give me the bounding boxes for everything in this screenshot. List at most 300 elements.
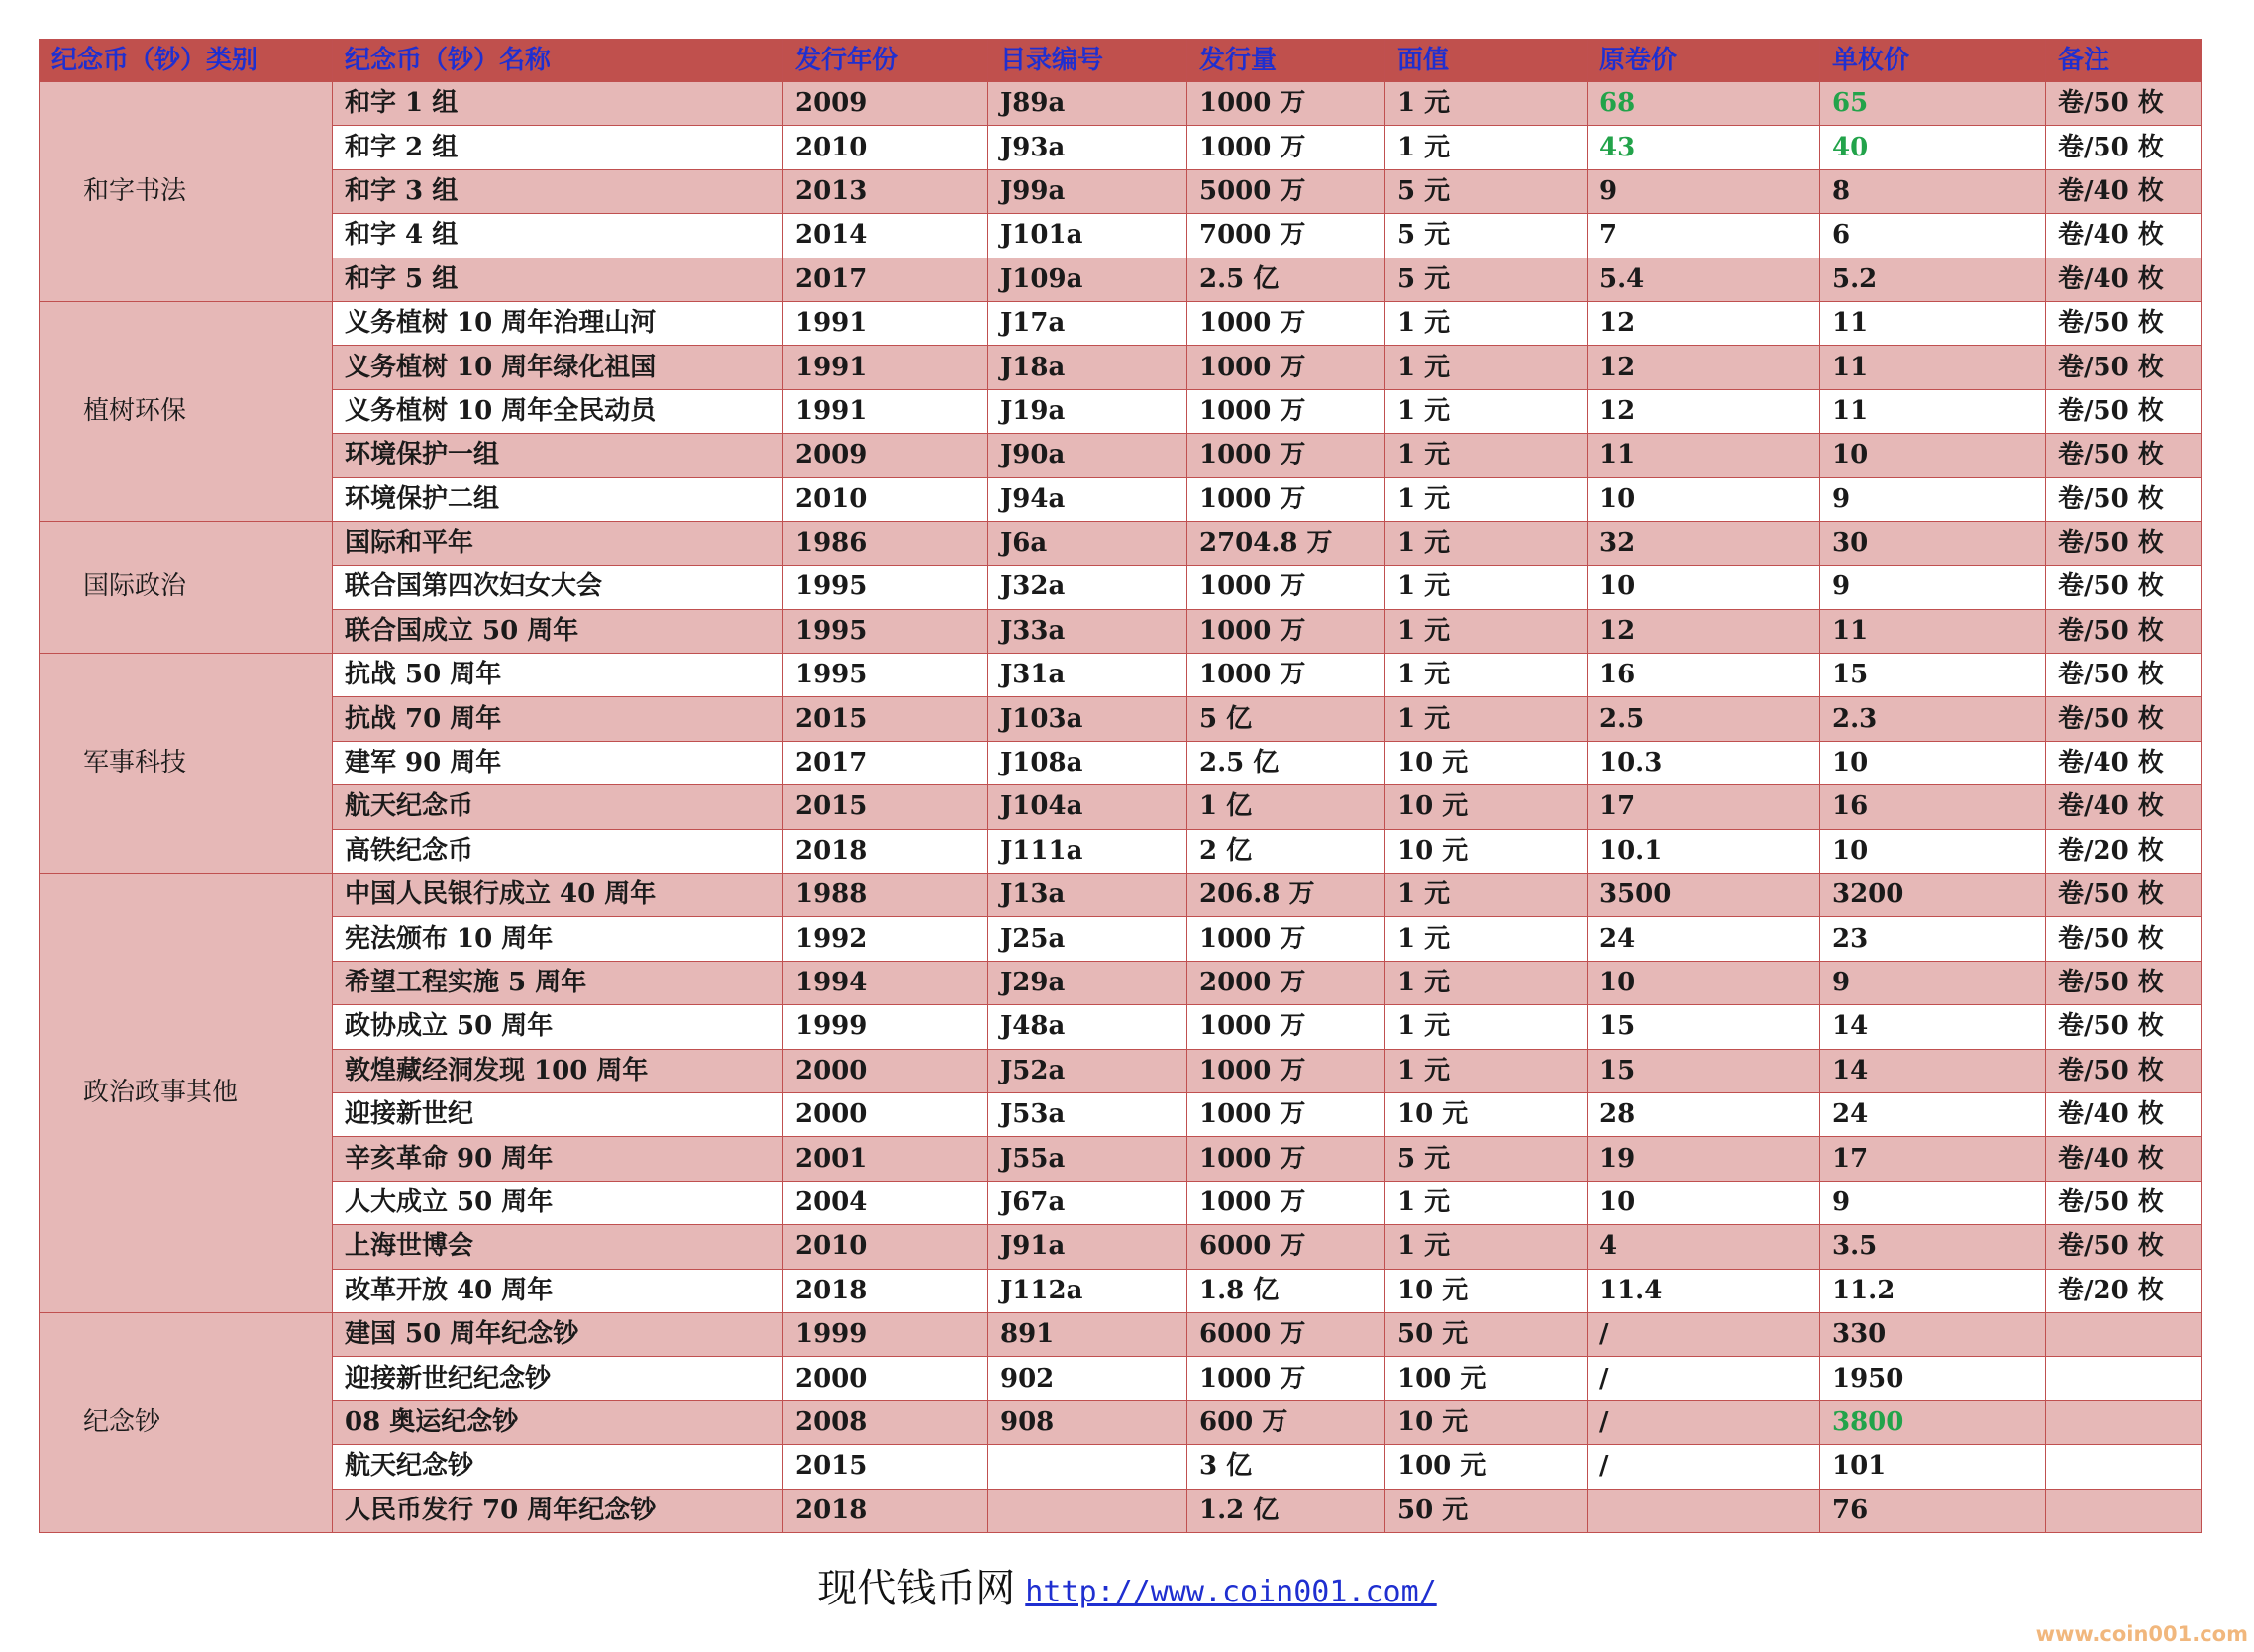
face-value-cell: 1 元 [1385,126,1588,169]
face-value-cell: 10 元 [1385,829,1588,873]
table-row [40,1312,2202,1356]
face-value-cell: 10 元 [1385,785,1588,829]
issue-volume-cell: 5000 万 [1187,169,1385,213]
issue-volume-cell: 1 亿 [1187,785,1385,829]
single-price-cell: 8 [1820,169,2046,213]
category-cell: 政治政事其他 [40,874,333,1313]
coin-name-cell: 和字 1 组 [333,82,783,126]
issue-year-cell: 2008 [783,1400,988,1444]
issue-volume-cell: 1000 万 [1187,1181,1385,1224]
coin-name-cell: 和字 2 组 [333,126,783,169]
roll-price-cell: 12 [1588,609,1820,653]
face-value-cell: 1 元 [1385,1181,1588,1224]
catalog-code-cell: J55a [988,1137,1187,1181]
issue-volume-cell: 1000 万 [1187,477,1385,521]
issue-year-cell: 2017 [783,258,988,301]
note-cell: 卷/40 枚 [2046,785,2202,829]
issue-volume-cell: 2.5 亿 [1187,258,1385,301]
table-row [40,917,2202,961]
table-row [40,1445,2202,1489]
catalog-code-cell: J101a [988,214,1187,258]
single-price-cell: 24 [1820,1092,2046,1136]
header-row [40,40,2202,82]
roll-price-cell: / [1588,1312,1820,1356]
issue-volume-cell: 206.8 万 [1187,874,1385,917]
header-category: 纪念币（钞）类别 [40,40,333,82]
catalog-code-cell: J13a [988,874,1187,917]
roll-price-cell: 10 [1588,477,1820,521]
single-price-cell: 14 [1820,1005,2046,1049]
table-row [40,521,2202,565]
coin-name-cell: 迎接新世纪 [333,1092,783,1136]
issue-volume-cell: 1000 万 [1187,917,1385,961]
roll-price-cell: 10.1 [1588,829,1820,873]
roll-price-cell: 15 [1588,1005,1820,1049]
face-value-cell: 1 元 [1385,609,1588,653]
coin-name-cell: 抗战 50 周年 [333,654,783,697]
issue-year-cell: 2014 [783,214,988,258]
catalog-code-cell: J25a [988,917,1187,961]
note-cell: 卷/50 枚 [2046,434,2202,477]
header-year: 发行年份 [783,40,988,82]
table-row [40,126,2202,169]
table-row [40,1357,2202,1400]
single-price-cell: 101 [1820,1445,2046,1489]
table-row [40,477,2202,521]
catalog-code-cell: 908 [988,1400,1187,1444]
roll-price-cell: 15 [1588,1049,1820,1092]
issue-volume-cell: 1.2 亿 [1187,1489,1385,1532]
single-price-cell: 6 [1820,214,2046,258]
issue-year-cell: 2013 [783,169,988,213]
note-cell: 卷/50 枚 [2046,609,2202,653]
single-price-cell: 1950 [1820,1357,2046,1400]
face-value-cell: 1 元 [1385,566,1588,609]
issue-volume-cell: 1000 万 [1187,566,1385,609]
table-row [40,169,2202,213]
roll-price-cell: 12 [1588,301,1820,345]
coin-name-cell: 环境保护二组 [333,477,783,521]
table-row [40,434,2202,477]
note-cell: 卷/50 枚 [2046,697,2202,741]
issue-year-cell: 1999 [783,1312,988,1356]
face-value-cell: 50 元 [1385,1312,1588,1356]
note-cell: 卷/50 枚 [2046,874,2202,917]
catalog-code-cell: J67a [988,1181,1187,1224]
single-price-cell: 76 [1820,1489,2046,1532]
single-price-cell: 2.3 [1820,697,2046,741]
note-cell: 卷/50 枚 [2046,1181,2202,1224]
issue-year-cell: 2010 [783,477,988,521]
issue-volume-cell: 1000 万 [1187,1005,1385,1049]
header-roll-price: 原卷价 [1588,40,1820,82]
issue-year-cell: 2009 [783,434,988,477]
coin-name-cell: 和字 3 组 [333,169,783,213]
category-cell: 国际政治 [40,521,333,653]
face-value-cell: 100 元 [1385,1357,1588,1400]
single-price-cell: 11.2 [1820,1269,2046,1312]
issue-volume-cell: 1000 万 [1187,82,1385,126]
coin-name-cell: 航天纪念钞 [333,1445,783,1489]
coin-name-cell: 义务植树 10 周年全民动员 [333,389,783,433]
face-value-cell: 10 元 [1385,741,1588,784]
issue-year-cell: 2018 [783,1269,988,1312]
face-value-cell: 1 元 [1385,874,1588,917]
issue-volume-cell: 1000 万 [1187,389,1385,433]
note-cell: 卷/40 枚 [2046,214,2202,258]
face-value-cell: 100 元 [1385,1445,1588,1489]
issue-year-cell: 1991 [783,301,988,345]
category-cell: 军事科技 [40,654,333,874]
table-row [40,1400,2202,1444]
issue-year-cell: 2001 [783,1137,988,1181]
coin-name-cell: 建国 50 周年纪念钞 [333,1312,783,1356]
face-value-cell: 1 元 [1385,1005,1588,1049]
issue-volume-cell: 2.5 亿 [1187,741,1385,784]
roll-price-cell: 32 [1588,521,1820,565]
note-cell: 卷/50 枚 [2046,1005,2202,1049]
face-value-cell: 5 元 [1385,169,1588,213]
roll-price-cell: 9 [1588,169,1820,213]
issue-volume-cell: 5 亿 [1187,697,1385,741]
coin-name-cell: 和字 4 组 [333,214,783,258]
note-cell [2046,1312,2202,1356]
note-cell: 卷/50 枚 [2046,1225,2202,1269]
roll-price-cell: 10 [1588,566,1820,609]
note-cell: 卷/50 枚 [2046,521,2202,565]
issue-volume-cell: 2 亿 [1187,829,1385,873]
face-value-cell: 1 元 [1385,346,1588,389]
table-row [40,258,2202,301]
issue-volume-cell: 1000 万 [1187,301,1385,345]
issue-volume-cell: 1000 万 [1187,434,1385,477]
roll-price-cell: 43 [1588,126,1820,169]
single-price-cell: 5.2 [1820,258,2046,301]
single-price-cell: 9 [1820,1181,2046,1224]
table-row [40,785,2202,829]
catalog-code-cell: J19a [988,389,1187,433]
note-cell: 卷/50 枚 [2046,126,2202,169]
catalog-code-cell: J18a [988,346,1187,389]
issue-year-cell: 1991 [783,346,988,389]
single-price-cell: 330 [1820,1312,2046,1356]
table-row [40,1269,2202,1312]
face-value-cell: 1 元 [1385,917,1588,961]
coin-name-cell: 联合国成立 50 周年 [333,609,783,653]
issue-volume-cell: 1000 万 [1187,1357,1385,1400]
face-value-cell: 5 元 [1385,258,1588,301]
table-row [40,389,2202,433]
roll-price-cell: 5.4 [1588,258,1820,301]
table-row [40,1137,2202,1181]
category-cell: 和字书法 [40,82,333,302]
issue-year-cell: 2017 [783,741,988,784]
issue-year-cell: 1994 [783,961,988,1004]
note-cell: 卷/40 枚 [2046,169,2202,213]
roll-price-cell: 16 [1588,654,1820,697]
single-price-cell: 17 [1820,1137,2046,1181]
note-cell: 卷/40 枚 [2046,1092,2202,1136]
single-price-cell: 3800 [1820,1400,2046,1444]
note-cell [2046,1400,2202,1444]
note-cell [2046,1357,2202,1400]
coin-name-cell: 人大成立 50 周年 [333,1181,783,1224]
catalog-code-cell: J109a [988,258,1187,301]
single-price-cell: 65 [1820,82,2046,126]
issue-volume-cell: 1.8 亿 [1187,1269,1385,1312]
single-price-cell: 3200 [1820,874,2046,917]
issue-year-cell: 2018 [783,829,988,873]
issue-year-cell: 1995 [783,566,988,609]
face-value-cell: 5 元 [1385,1137,1588,1181]
roll-price-cell: 4 [1588,1225,1820,1269]
coin-name-cell: 高铁纪念币 [333,829,783,873]
catalog-code-cell: 891 [988,1312,1187,1356]
catalog-code-cell: J93a [988,126,1187,169]
single-price-cell: 23 [1820,917,2046,961]
header-issue-volume: 发行量 [1187,40,1385,82]
issue-year-cell: 2009 [783,82,988,126]
note-cell: 卷/40 枚 [2046,258,2202,301]
table-row [40,697,2202,741]
issue-year-cell: 1992 [783,917,988,961]
table-row [40,741,2202,784]
coin-name-cell: 抗战 70 周年 [333,697,783,741]
roll-price-cell: 7 [1588,214,1820,258]
table-row [40,829,2202,873]
issue-year-cell: 2000 [783,1357,988,1400]
coin-name-cell: 环境保护一组 [333,434,783,477]
single-price-cell: 11 [1820,301,2046,345]
issue-year-cell: 2010 [783,1225,988,1269]
catalog-code-cell: J91a [988,1225,1187,1269]
catalog-code-cell: J90a [988,434,1187,477]
face-value-cell: 1 元 [1385,301,1588,345]
table-row [40,1092,2202,1136]
catalog-code-cell: J53a [988,1092,1187,1136]
face-value-cell: 50 元 [1385,1489,1588,1532]
roll-price-cell: 2.5 [1588,697,1820,741]
issue-volume-cell: 1000 万 [1187,1049,1385,1092]
roll-price-cell: 17 [1588,785,1820,829]
face-value-cell: 10 元 [1385,1092,1588,1136]
note-cell: 卷/50 枚 [2046,301,2202,345]
table-row [40,346,2202,389]
note-cell: 卷/40 枚 [2046,1137,2202,1181]
note-cell: 卷/50 枚 [2046,1049,2202,1092]
roll-price-cell: 24 [1588,917,1820,961]
issue-volume-cell: 1000 万 [1187,1092,1385,1136]
face-value-cell: 1 元 [1385,1225,1588,1269]
catalog-code-cell: J48a [988,1005,1187,1049]
site-watermark: www.coin001.com [2035,1622,2248,1646]
issue-volume-cell: 3 亿 [1187,1445,1385,1489]
table-row [40,1005,2202,1049]
coin-name-cell: 辛亥革命 90 周年 [333,1137,783,1181]
issue-year-cell: 1995 [783,654,988,697]
note-cell: 卷/50 枚 [2046,82,2202,126]
roll-price-cell: 68 [1588,82,1820,126]
issue-volume-cell: 6000 万 [1187,1225,1385,1269]
catalog-code-cell: J32a [988,566,1187,609]
coin-name-cell: 希望工程实施 5 周年 [333,961,783,1004]
coin-name-cell: 改革开放 40 周年 [333,1269,783,1312]
catalog-code-cell: J17a [988,301,1187,345]
note-cell: 卷/50 枚 [2046,961,2202,1004]
table-row [40,1181,2202,1224]
face-value-cell: 1 元 [1385,389,1588,433]
single-price-cell: 30 [1820,521,2046,565]
single-price-cell: 10 [1820,741,2046,784]
roll-price-cell: 3500 [1588,874,1820,917]
table-row [40,214,2202,258]
issue-volume-cell: 2704.8 万 [1187,521,1385,565]
issue-year-cell: 1999 [783,1005,988,1049]
issue-year-cell: 2004 [783,1181,988,1224]
issue-volume-cell: 2000 万 [1187,961,1385,1004]
catalog-code-cell: J99a [988,169,1187,213]
coin-name-cell: 义务植树 10 周年治理山河 [333,301,783,345]
issue-year-cell: 2015 [783,697,988,741]
table-row [40,1049,2202,1092]
coin-name-cell: 航天纪念币 [333,785,783,829]
single-price-cell: 40 [1820,126,2046,169]
face-value-cell: 1 元 [1385,654,1588,697]
single-price-cell: 9 [1820,477,2046,521]
note-cell: 卷/50 枚 [2046,389,2202,433]
header-single-price: 单枚价 [1820,40,2046,82]
single-price-cell: 15 [1820,654,2046,697]
catalog-code-cell: J104a [988,785,1187,829]
coin-name-cell: 和字 5 组 [333,258,783,301]
note-cell: 卷/20 枚 [2046,829,2202,873]
single-price-cell: 16 [1820,785,2046,829]
issue-volume-cell: 1000 万 [1187,654,1385,697]
issue-year-cell: 1988 [783,874,988,917]
face-value-cell: 1 元 [1385,477,1588,521]
issue-volume-cell: 7000 万 [1187,214,1385,258]
issue-year-cell: 2018 [783,1489,988,1532]
header-name: 纪念币（钞）名称 [333,40,783,82]
face-value-cell: 1 元 [1385,521,1588,565]
coin-name-cell: 08 奥运纪念钞 [333,1400,783,1444]
roll-price-cell: 11.4 [1588,1269,1820,1312]
note-cell: 卷/40 枚 [2046,741,2202,784]
catalog-code-cell: J108a [988,741,1187,784]
table-row [40,301,2202,345]
coin-name-cell: 宪法颁布 10 周年 [333,917,783,961]
header-face-value: 面值 [1385,40,1588,82]
catalog-code-cell: J6a [988,521,1187,565]
header-catalog-code: 目录编号 [988,40,1187,82]
catalog-code-cell: J112a [988,1269,1187,1312]
issue-year-cell: 1991 [783,389,988,433]
single-price-cell: 11 [1820,389,2046,433]
catalog-code-cell: J94a [988,477,1187,521]
coin-name-cell: 义务植树 10 周年绿化祖国 [333,346,783,389]
face-value-cell: 5 元 [1385,214,1588,258]
note-cell: 卷/50 枚 [2046,654,2202,697]
roll-price-cell: / [1588,1357,1820,1400]
single-price-cell: 3.5 [1820,1225,2046,1269]
roll-price-cell: 12 [1588,346,1820,389]
single-price-cell: 9 [1820,961,2046,1004]
roll-price-cell: 19 [1588,1137,1820,1181]
coin-name-cell: 中国人民银行成立 40 周年 [333,874,783,917]
note-cell [2046,1489,2202,1532]
coin-name-cell: 建军 90 周年 [333,741,783,784]
issue-volume-cell: 1000 万 [1187,609,1385,653]
single-price-cell: 10 [1820,434,2046,477]
catalog-code-cell: J103a [988,697,1187,741]
issue-year-cell: 1995 [783,609,988,653]
table-row [40,961,2202,1004]
coin-name-cell: 上海世博会 [333,1225,783,1269]
issue-volume-cell: 1000 万 [1187,126,1385,169]
catalog-code-cell: J29a [988,961,1187,1004]
note-cell: 卷/50 枚 [2046,917,2202,961]
coin-name-cell: 敦煌藏经洞发现 100 周年 [333,1049,783,1092]
table-header [40,40,2202,82]
roll-price-cell: / [1588,1445,1820,1489]
issue-volume-cell: 1000 万 [1187,1137,1385,1181]
note-cell: 卷/50 枚 [2046,346,2202,389]
roll-price-cell: 10 [1588,961,1820,1004]
catalog-code-cell [988,1445,1187,1489]
face-value-cell: 10 元 [1385,1400,1588,1444]
face-value-cell: 1 元 [1385,1049,1588,1092]
category-cell: 纪念钞 [40,1312,333,1532]
face-value-cell: 1 元 [1385,434,1588,477]
issue-volume-cell: 1000 万 [1187,346,1385,389]
coin-name-cell: 人民币发行 70 周年纪念钞 [333,1489,783,1532]
header-note: 备注 [2046,40,2202,82]
roll-price-cell: 11 [1588,434,1820,477]
issue-year-cell: 2015 [783,1445,988,1489]
roll-price-cell [1588,1489,1820,1532]
catalog-code-cell: J31a [988,654,1187,697]
commemorative-coin-price-table [39,39,2202,1533]
coin-name-cell: 迎接新世纪纪念钞 [333,1357,783,1400]
issue-year-cell: 2000 [783,1092,988,1136]
site-url-link[interactable]: http://www.coin001.com/ [1025,1575,1437,1609]
roll-price-cell: 10.3 [1588,741,1820,784]
single-price-cell: 10 [1820,829,2046,873]
single-price-cell: 11 [1820,346,2046,389]
category-cell: 植树环保 [40,301,333,521]
face-value-cell: 10 元 [1385,1269,1588,1312]
table-row [40,874,2202,917]
face-value-cell: 1 元 [1385,697,1588,741]
table-row [40,1225,2202,1269]
note-cell: 卷/50 枚 [2046,566,2202,609]
issue-volume-cell: 6000 万 [1187,1312,1385,1356]
roll-price-cell: 12 [1588,389,1820,433]
roll-price-cell: 10 [1588,1181,1820,1224]
note-cell: 卷/50 枚 [2046,477,2202,521]
table-body [40,82,2202,1533]
roll-price-cell: 28 [1588,1092,1820,1136]
catalog-code-cell: J33a [988,609,1187,653]
coin-name-cell: 联合国第四次妇女大会 [333,566,783,609]
roll-price-cell: / [1588,1400,1820,1444]
issue-year-cell: 2010 [783,126,988,169]
note-cell [2046,1445,2202,1489]
issue-volume-cell: 600 万 [1187,1400,1385,1444]
face-value-cell: 1 元 [1385,961,1588,1004]
issue-year-cell: 2000 [783,1049,988,1092]
coin-name-cell: 政协成立 50 周年 [333,1005,783,1049]
